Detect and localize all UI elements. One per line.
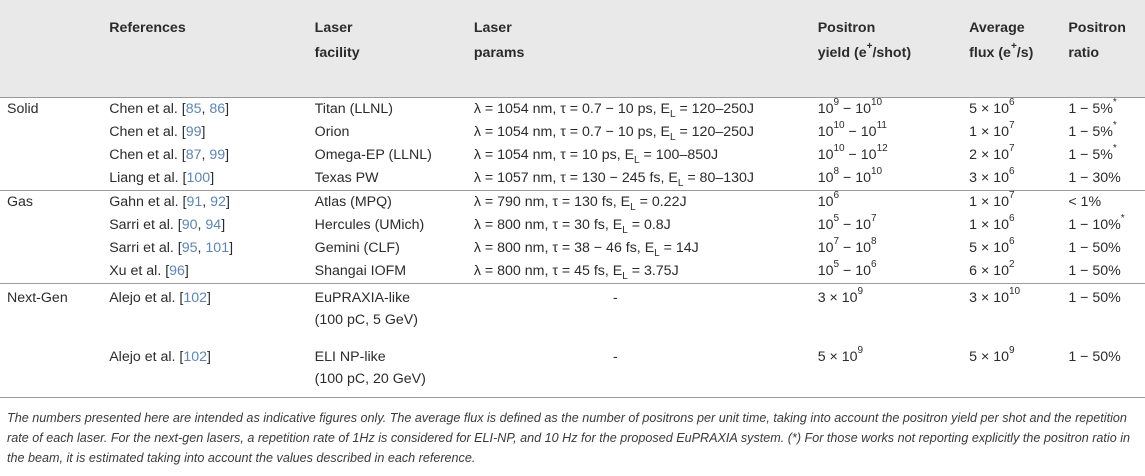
yield-exponent: 7 — [833, 236, 840, 248]
ratio-footnote-mark: * — [1120, 213, 1125, 225]
table-row — [0, 121, 1145, 144]
ref-close: ] — [225, 147, 230, 163]
params-cell — [474, 190, 818, 214]
energy-subscript: L — [622, 224, 628, 236]
reference-cell — [109, 237, 314, 260]
ratio-cell — [1068, 214, 1145, 237]
ref-link[interactable]: 102 — [183, 289, 208, 306]
yield-cell — [818, 190, 969, 214]
ratio-footnote-mark: * — [1112, 143, 1117, 155]
table-row — [0, 190, 1145, 214]
group-cell — [0, 260, 109, 284]
reference-cell — [109, 190, 314, 214]
yield-base: 5 × 10 — [817, 348, 858, 365]
yield-cell — [818, 260, 969, 284]
table-row — [0, 260, 1145, 284]
ref-close: ] — [210, 170, 215, 186]
yield-base: 10 — [817, 217, 834, 233]
ratio-cell: 1 − 50% — [1068, 348, 1121, 365]
flux-base: 5 × 10 — [969, 101, 1009, 117]
ref-link[interactable]: 91 — [186, 194, 203, 210]
params-cell — [474, 260, 818, 284]
yield-exponent: 9 — [857, 344, 864, 356]
reference-cell — [109, 260, 314, 284]
yield-range: − 10 — [839, 240, 871, 256]
params-cell — [474, 343, 818, 402]
yield-cell — [818, 237, 969, 260]
params-text: λ = 800 nm, τ = 30 fs, E — [473, 217, 623, 233]
ref-author: Liang et al. [ — [109, 170, 187, 186]
facility-cell: Gemini (CLF) — [314, 240, 400, 256]
yield-exponent: 8 — [833, 166, 840, 178]
yield-base: 10 — [817, 101, 834, 117]
flux-cell — [969, 237, 1068, 260]
yield-range: − 10 — [839, 217, 871, 233]
params-cell — [474, 237, 818, 260]
ref-author: Alejo et al. [ — [109, 289, 184, 306]
facility-cell: Texas PW — [315, 167, 474, 191]
yield-base: 10 — [817, 170, 834, 186]
yield-base: 10 — [817, 194, 834, 210]
flux-cell — [969, 167, 1068, 191]
flux-exponent: 7 — [1009, 143, 1015, 155]
ref-link[interactable]: 100 — [186, 170, 211, 186]
yield-cell — [818, 343, 969, 402]
flux-base: 3 × 10 — [969, 289, 1009, 306]
ratio-value: 1 − 5% — [1068, 124, 1113, 140]
group-cell — [0, 167, 109, 191]
ref-separator: , — [202, 194, 211, 210]
facility-name: EuPRAXIA-like — [314, 289, 411, 306]
table-footnote: The numbers presented here are intended as indicative figures only. The average flux is defined as the number of positrons per unit time, taking into account the positron yield per shot and the repetition rate of each laser. For the next-gen lasers, a repetition rate of 1Hz is considered for ELI-NP, and 10 Hz for the proposed EuPRAXIA system. (*) For those works not reporting explicitly the positron ratio in the beam, it is estimated taking into account the values described in each reference. — [7, 411, 1131, 465]
table-row — [0, 167, 1145, 191]
facility-cell — [315, 283, 474, 343]
yield-base: 10 — [817, 263, 834, 279]
ref-author: Sarri et al. [ — [109, 217, 182, 233]
group-cell: Next-Gen — [7, 289, 68, 306]
ref-close: ] — [225, 101, 230, 117]
yield-exponent: 5 — [833, 213, 840, 225]
header-average-flux: Average flux (e+/s) — [969, 0, 1068, 97]
ratio-value: 1 − 30% — [1068, 170, 1121, 186]
flux-exponent: 6 — [1009, 213, 1015, 225]
ratio-cell — [1068, 260, 1145, 284]
flux-cell — [969, 214, 1068, 237]
flux-cell — [969, 121, 1068, 144]
ref-author: Chen et al. [ — [109, 101, 186, 117]
flux-cell — [969, 343, 1068, 402]
yield-exponent: 5 — [833, 259, 840, 271]
yield-range: − 10 — [839, 263, 871, 279]
header-positron-ratio: Positron ratio — [1068, 0, 1145, 97]
yield-base: 10 — [817, 240, 834, 256]
ref-link[interactable]: 92 — [210, 194, 226, 210]
flux-cell — [969, 190, 1068, 214]
flux-exponent: 2 — [1009, 259, 1015, 271]
params-text: λ = 1057 nm, τ = 130 − 245 fs, E — [473, 170, 678, 186]
ref-link[interactable]: 90 — [181, 217, 198, 233]
energy-subscript: L — [669, 108, 676, 120]
energy-value: = 3.75J — [627, 263, 679, 279]
ref-author: Gahn et al. [ — [109, 194, 187, 210]
table-row — [0, 144, 1145, 167]
flux-base: 1 × 10 — [969, 124, 1009, 140]
flux-base: 3 × 10 — [969, 170, 1009, 186]
ref-separator: , — [197, 240, 206, 256]
yield-exponent: 10 — [871, 166, 883, 178]
facility-cell: Shangai IOFM — [315, 260, 474, 284]
facility-cell — [315, 343, 474, 402]
params-dash: - — [612, 348, 618, 365]
table-row — [0, 97, 1145, 121]
ref-link[interactable]: 102 — [183, 348, 208, 365]
ref-close: ] — [229, 240, 234, 256]
yield-exponent: 7 — [871, 213, 877, 225]
energy-subscript: L — [634, 154, 640, 166]
facility-specs: (100 pC, 20 GeV) — [314, 370, 426, 387]
flux-exponent: 10 — [1009, 285, 1021, 297]
yield-exponent: 6 — [833, 190, 840, 202]
facility-specs: (100 pC, 5 GeV) — [314, 311, 418, 328]
ratio-footnote-mark: * — [1112, 97, 1117, 109]
energy-value: = 0.8J — [627, 217, 671, 233]
params-text: λ = 1054 nm, τ = 0.7 − 10 ps, E — [473, 124, 670, 140]
ref-close: ] — [207, 289, 211, 306]
yield-exponent: 10 — [833, 143, 845, 155]
header-positron-yield: Positron yield (e+/shot) — [818, 0, 969, 97]
group-cell — [0, 237, 109, 260]
yield-base: 10 — [817, 124, 834, 140]
ref-author: Xu et al. [ — [109, 263, 170, 279]
ref-close: ] — [207, 348, 211, 365]
table-row — [0, 237, 1145, 260]
reference-cell — [109, 343, 314, 402]
header-laser-facility: Laser facility — [315, 0, 474, 97]
facility-cell: Atlas (MPQ) — [314, 194, 392, 210]
params-text: λ = 1054 nm, τ = 0.7 − 10 ps, E — [473, 101, 670, 117]
facility-name: ELI NP-like — [314, 348, 386, 365]
header-row — [0, 0, 1145, 97]
ref-close: ] — [184, 263, 189, 279]
ref-link[interactable]: 86 — [209, 101, 226, 117]
ref-link[interactable]: 96 — [169, 263, 185, 279]
reference-cell — [109, 283, 314, 343]
ratio-cell — [1068, 237, 1145, 260]
params-cell — [474, 167, 818, 191]
ref-separator: , — [201, 147, 210, 163]
flux-exponent: 7 — [1009, 120, 1015, 132]
energy-value: = 120–250J — [675, 124, 754, 140]
flux-cell — [969, 97, 1068, 121]
params-cell — [474, 144, 818, 167]
yield-exponent: 10 — [871, 97, 883, 109]
yield-exponent: 10 — [833, 120, 845, 132]
ref-link[interactable]: 94 — [205, 217, 222, 233]
yield-base: 10 — [817, 147, 834, 163]
flux-base: 1 × 10 — [969, 194, 1009, 210]
table-row — [0, 214, 1145, 237]
flux-exponent: 6 — [1009, 236, 1015, 248]
yield-cell — [818, 97, 969, 121]
footnote-rule — [0, 397, 1145, 398]
flux-cell — [969, 260, 1068, 284]
yield-exponent: 11 — [876, 120, 887, 132]
reference-cell — [109, 97, 314, 121]
flux-base: 1 × 10 — [969, 217, 1009, 233]
flux-cell — [969, 283, 1068, 343]
ratio-value: 1 − 50% — [1068, 240, 1121, 256]
energy-subscript: L — [654, 247, 660, 259]
ratio-cell — [1068, 144, 1145, 167]
params-text: λ = 800 nm, τ = 45 fs, E — [473, 263, 623, 279]
table-row — [0, 283, 1145, 343]
ref-author: Chen et al. [ — [109, 124, 186, 140]
reference-cell — [109, 214, 314, 237]
group-cell — [0, 343, 109, 402]
ratio-cell — [1068, 97, 1145, 121]
flux-exponent: 9 — [1009, 344, 1015, 356]
flux-exponent: 6 — [1009, 166, 1015, 178]
group-cell — [0, 121, 109, 144]
energy-subscript: L — [669, 131, 676, 143]
ref-author: Chen et al. [ — [109, 147, 186, 163]
group-cell: Solid — [7, 101, 39, 117]
ref-author: Sarri et al. [ — [109, 240, 182, 256]
params-dash: - — [612, 289, 618, 306]
params-cell — [474, 283, 818, 343]
ratio-value: < 1% — [1068, 194, 1102, 210]
ratio-value: 1 − 5% — [1068, 101, 1113, 117]
yield-exponent: 6 — [871, 259, 877, 271]
reference-cell — [109, 144, 314, 167]
ref-separator: , — [197, 217, 206, 233]
ratio-cell — [1068, 121, 1145, 144]
yield-cell — [818, 214, 969, 237]
ref-link[interactable]: 95 — [181, 240, 198, 256]
energy-subscript: L — [630, 201, 636, 213]
yield-range: − 10 — [839, 101, 871, 117]
params-cell — [474, 121, 818, 144]
ref-close: ] — [221, 217, 226, 233]
ref-link[interactable]: 101 — [205, 240, 230, 256]
header-references: References — [109, 0, 314, 97]
params-cell — [474, 214, 818, 237]
reference-cell — [109, 121, 314, 144]
energy-value: = 100–850J — [639, 147, 719, 163]
ref-close: ] — [225, 194, 230, 210]
ratio-value: 1 − 50% — [1068, 263, 1121, 279]
flux-exponent: 6 — [1009, 97, 1015, 109]
ratio-cell — [1068, 190, 1145, 214]
yield-cell — [818, 121, 969, 144]
reference-cell — [109, 167, 314, 191]
ref-link[interactable]: 99 — [209, 147, 226, 163]
ratio-value: 1 − 5% — [1068, 147, 1113, 163]
header-laser-params: Laser params — [474, 0, 818, 97]
yield-exponent: 8 — [871, 236, 877, 248]
header-group — [0, 0, 109, 97]
facility-cell: Titan (LLNL) — [314, 101, 393, 117]
params-text: λ = 800 nm, τ = 38 − 46 fs, E — [473, 240, 655, 256]
facility-cell: Omega-EP (LLNL) — [314, 147, 432, 163]
params-text: λ = 1054 nm, τ = 10 ps, E — [473, 147, 635, 163]
group-cell: Gas — [7, 194, 34, 210]
yield-cell — [818, 283, 969, 343]
flux-cell — [969, 144, 1068, 167]
energy-value: = 120–250J — [675, 101, 754, 117]
yield-range: − 10 — [844, 124, 877, 140]
ratio-footnote-mark: * — [1112, 120, 1117, 132]
energy-subscript: L — [622, 270, 628, 282]
energy-value: = 14J — [659, 240, 699, 256]
facility-cell: Hercules (UMich) — [314, 217, 425, 233]
flux-base: 5 × 10 — [969, 348, 1009, 365]
yield-exponent: 12 — [876, 143, 888, 155]
flux-base: 6 × 10 — [969, 263, 1009, 279]
energy-value: = 80–130J — [683, 170, 754, 186]
ref-separator: , — [201, 101, 210, 117]
yield-cell — [818, 144, 969, 167]
params-cell — [474, 97, 818, 121]
ratio-cell: 1 − 50% — [1068, 289, 1121, 306]
group-cell — [0, 144, 109, 167]
yield-exponent: 9 — [857, 285, 864, 297]
yield-cell — [818, 167, 969, 191]
ref-link[interactable]: 87 — [185, 147, 202, 163]
yield-range: − 10 — [839, 170, 871, 186]
yield-base: 3 × 10 — [817, 289, 858, 306]
params-text: λ = 790 nm, τ = 130 fs, E — [473, 194, 631, 210]
table-row — [0, 343, 1145, 402]
ref-link[interactable]: 85 — [185, 101, 202, 117]
flux-exponent: 7 — [1009, 190, 1015, 202]
ref-close: ] — [201, 124, 206, 140]
yield-exponent: 9 — [833, 97, 840, 109]
ratio-cell — [1068, 167, 1145, 191]
facility-cell: Orion — [314, 124, 350, 140]
ratio-value: 1 − 10% — [1068, 217, 1121, 233]
energy-value: = 0.22J — [635, 194, 687, 210]
flux-base: 2 × 10 — [969, 147, 1009, 163]
energy-subscript: L — [677, 177, 684, 189]
group-cell — [0, 214, 109, 237]
ref-link[interactable]: 99 — [185, 124, 202, 140]
ref-author: Alejo et al. [ — [109, 348, 184, 365]
flux-base: 5 × 10 — [969, 240, 1009, 256]
yield-range: − 10 — [844, 147, 877, 163]
